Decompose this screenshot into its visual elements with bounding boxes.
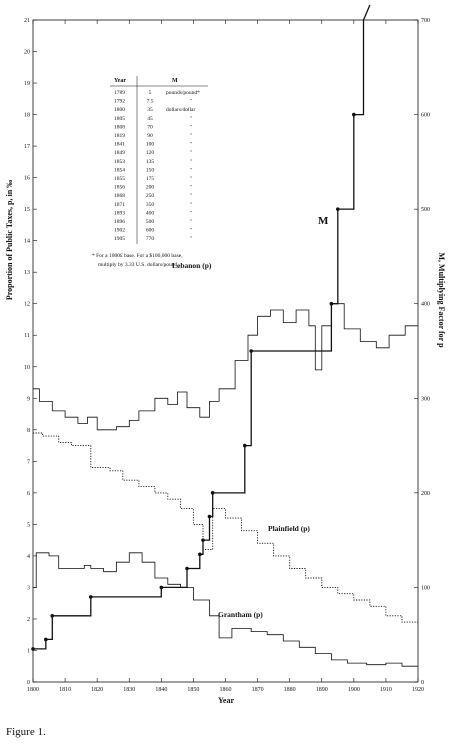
- table-cell-unit: ": [190, 158, 193, 165]
- x-tick-label: 1870: [251, 687, 264, 693]
- x-tick-label: 1810: [59, 687, 72, 693]
- series-marker: [31, 647, 35, 651]
- x-tick-label: 1880: [283, 687, 296, 693]
- table-cell-unit: ": [190, 176, 193, 182]
- table-cell-unit: ": [190, 210, 193, 217]
- x-tick-label: 1800: [27, 687, 39, 693]
- table-cell-year: 1905: [114, 236, 125, 243]
- table-cell-m: 400: [145, 210, 155, 217]
- y-axis-right-title: M, Multiplying Factor for p: [437, 252, 446, 348]
- table-cell-m: 500: [145, 219, 155, 225]
- x-tick-label: 1910: [379, 687, 392, 693]
- x-tick-label: 1900: [347, 687, 360, 693]
- y-left-tick-label: 10: [24, 364, 30, 371]
- table-cell-unit: ": [190, 219, 193, 225]
- y-right-tick-label: 300: [421, 396, 430, 403]
- x-tick-label: 1860: [219, 687, 232, 693]
- y-left-tick-label: 1: [27, 648, 30, 655]
- series-marker: [211, 491, 215, 495]
- y-left-tick-label: 11: [24, 333, 30, 340]
- y-left-tick-label: 7: [27, 459, 30, 466]
- x-tick-label: 1920: [412, 687, 424, 693]
- table-cell-year: 1855: [114, 176, 125, 182]
- table-cell-year: 1819: [114, 133, 125, 139]
- series-marker: [198, 553, 202, 557]
- y-right-tick-label: 100: [421, 585, 430, 592]
- y-left-tick-label: 17: [24, 144, 30, 151]
- table-cell-year: 1853: [114, 158, 125, 165]
- series-label-grantham: Grantham (p): [218, 610, 263, 619]
- series-label-plainfield: Plainfield (p): [268, 524, 310, 533]
- table-cell-m: 200: [145, 184, 155, 191]
- table-cell-m: 7.5: [146, 98, 154, 105]
- y-left-tick-label: 19: [24, 81, 30, 88]
- y-right-tick-label: 200: [421, 490, 430, 497]
- y-right-tick-label: 0: [421, 680, 424, 686]
- y-left-tick-label: 21: [24, 18, 30, 24]
- y-right-tick-label: 400: [421, 301, 430, 308]
- table-cell-year: 1868: [114, 193, 125, 200]
- series-line-0: [33, 304, 418, 430]
- x-axis-ticks: [27, 20, 424, 693]
- series-marker: [185, 567, 189, 571]
- table-cell-m: 5: [148, 90, 152, 96]
- series-marker: [89, 595, 93, 599]
- y-right-tick-label: 700: [421, 18, 430, 24]
- table-footnote-1: * For a 1000£ base. For a $100,000 base,: [92, 253, 183, 259]
- y-right-tick-label: 500: [421, 207, 430, 214]
- table-header-m: M: [172, 78, 178, 84]
- table-rows: [110, 76, 208, 244]
- table-cell-year: 1856: [114, 184, 125, 191]
- y-axis-left-title: Proportion of Public Taxes, p, in ‰: [5, 179, 14, 301]
- table-cell-unit: ": [190, 167, 193, 174]
- series-line-1: [33, 433, 418, 622]
- table-cell-m: 600: [145, 227, 155, 234]
- table-cell-unit: ": [190, 115, 193, 122]
- x-tick-label: 1840: [155, 687, 168, 693]
- series-marker: [208, 515, 212, 519]
- table-cell-unit: ": [190, 150, 193, 157]
- table-cell-year: 1896: [114, 219, 125, 225]
- x-tick-label: 1850: [187, 687, 200, 693]
- plot-frame: [33, 20, 418, 682]
- series-marker: [243, 444, 247, 448]
- table-cell-year: 1902: [114, 227, 125, 234]
- series-marker: [201, 538, 205, 542]
- series-marker: [336, 207, 340, 211]
- table-cell-unit: ": [190, 201, 193, 208]
- figure-caption: Figure 1.: [6, 726, 46, 738]
- table-cell-year: 1893: [114, 210, 125, 217]
- table-cell-unit: ": [190, 133, 193, 139]
- series-label-m: M: [318, 215, 329, 227]
- series-marker: [50, 614, 54, 618]
- series-marker: [330, 302, 334, 306]
- table-cell-year: 1808: [114, 124, 125, 131]
- x-tick-label: 1830: [123, 687, 136, 693]
- axes-frame: [33, 20, 418, 682]
- y-left-tick-label: 13: [24, 270, 30, 277]
- series-line-3: [33, 5, 370, 649]
- table-cell-year: 1849: [114, 150, 125, 157]
- multiplier-table: [92, 76, 208, 268]
- table-header-year: Year: [114, 78, 126, 84]
- y-left-tick-label: 16: [24, 175, 30, 182]
- table-cell-unit: ": [190, 236, 193, 243]
- table-cell-unit: ": [190, 193, 193, 200]
- table-cell-unit: ": [190, 141, 193, 148]
- y-left-tick-label: 5: [27, 522, 30, 529]
- y-left-tick-label: 20: [24, 49, 30, 56]
- table-cell-year: 1805: [114, 115, 125, 122]
- table-cell-year: 1789: [114, 90, 125, 96]
- y-left-tick-label: 14: [24, 238, 30, 245]
- table-footnote-2: multiply by 3.33 U.S. dollars/pound.: [98, 262, 179, 268]
- y-left-tick-label: 8: [27, 427, 30, 434]
- table-cell-m: 45: [147, 115, 153, 122]
- table-cell-unit: ": [190, 124, 193, 131]
- y-left-tick-label: 4: [27, 553, 30, 560]
- series-marker: [249, 349, 253, 353]
- table-cell-year: 1854: [114, 167, 125, 174]
- table-cell-year: 1800: [114, 107, 125, 114]
- table-cell-year: 1792: [114, 98, 125, 105]
- y-left-tick-label: 3: [27, 585, 30, 592]
- table-cell-m: 135: [145, 158, 155, 165]
- table-cell-unit: pounds/pound*: [166, 90, 200, 96]
- table-cell-year: 1871: [114, 201, 125, 208]
- x-tick-label: 1890: [315, 687, 328, 693]
- table-cell-unit: ": [190, 98, 193, 105]
- table-cell-year: 1841: [114, 141, 125, 148]
- y-right-tick-label: 600: [421, 112, 430, 119]
- table-cell-m: 70: [147, 124, 153, 131]
- y-left-tick-label: 15: [24, 207, 30, 214]
- y-left-tick-label: 9: [27, 396, 30, 403]
- table-cell-m: 90: [147, 133, 153, 139]
- table-cell-unit: ": [190, 184, 193, 191]
- table-cell-m: 35: [147, 107, 153, 114]
- y-left-tick-label: 18: [24, 112, 30, 119]
- y-axis-left-ticks: [24, 18, 37, 686]
- series-label-lebanon: Lebanon (p): [172, 261, 212, 270]
- y-left-tick-label: 6: [27, 490, 30, 497]
- y-left-tick-label: 0: [27, 680, 30, 686]
- y-axis-right-ticks: [414, 18, 430, 686]
- table-cell-m: 350: [145, 201, 155, 208]
- table-cell-m: 250: [145, 193, 155, 200]
- y-left-tick-label: 2: [27, 616, 30, 623]
- table-cell-m: 100: [145, 141, 155, 148]
- series-layer: [31, 5, 418, 666]
- table-cell-unit: dollars/dollar: [166, 107, 196, 114]
- table-cell-m: 120: [145, 150, 155, 157]
- x-tick-label: 1820: [91, 687, 104, 693]
- table-cell-m: 150: [145, 167, 155, 174]
- table-cell-m: 175: [145, 176, 155, 182]
- series-marker: [352, 113, 356, 117]
- table-cell-m: 770: [145, 236, 155, 243]
- table-cell-unit: ": [190, 227, 193, 234]
- y-left-tick-label: 12: [24, 301, 30, 308]
- series-marker: [44, 638, 48, 642]
- x-axis-title: Year: [218, 696, 234, 705]
- series-marker: [160, 586, 164, 590]
